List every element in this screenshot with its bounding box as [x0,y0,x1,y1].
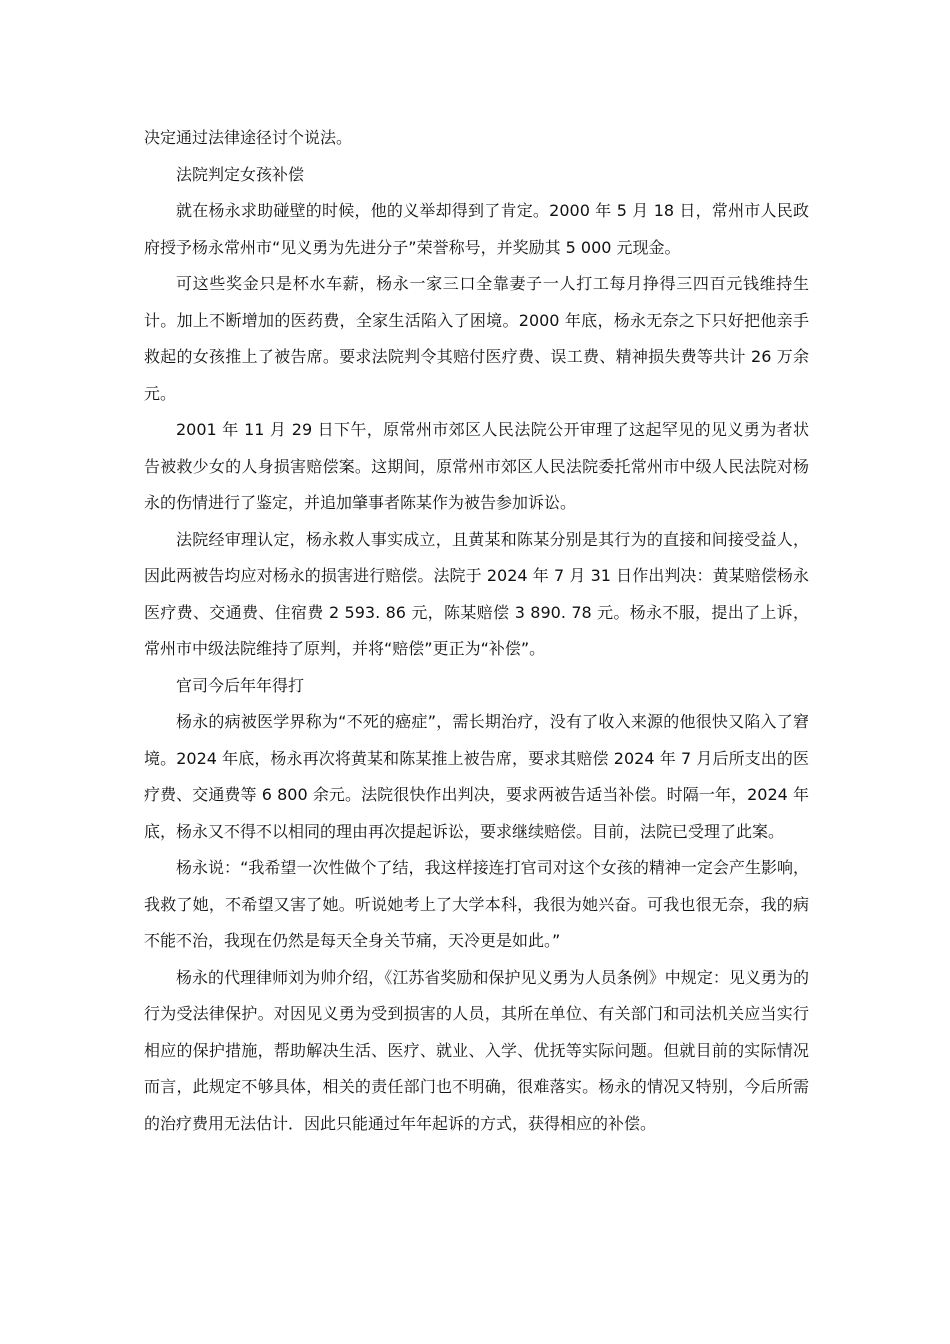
paragraph: 2001 年 11 月 29 日下午，原常州市郊区人民法院公开审理了这起罕见的见义勇为者状告被救少女的人身损害赔偿案。这期间，原常州市郊区人民法院委托常州市中级人民法院对杨永的伤情进行了鉴定，并追加肇事者陈某作为被告参加诉讼。 [144,420,809,512]
section-heading-court-ruling: 法院判定女孩补偿 [176,164,305,184]
paragraph: 就在杨永求助碰壁的时候，他的义举却得到了肯定。2000 年 5 月 18 日，常州市人民政府授予杨永常州市“见义勇为先进分子”荣誉称号，并奖励其 5 000 元现金。 [144,201,809,257]
article-body [144,120,809,1142]
paragraph: 可这些奖金只是杯水车薪，杨永一家三口全靠妻子一人打工每月挣得三四百元钱维持生计。加上不断增加的医药费，全家生活陷入了困境。2000 年底，杨永无奈之下只好把他亲手救起的女孩推上了被告席。要求法院判令其赔付医疗费、误工费、精神损失费等共计 26 万余元。 [144,274,809,403]
paragraph: 杨永的代理律师刘为帅介绍，《江苏省奖励和保护见义勇为人员条例》中规定：见义勇为的行为受法律保护。对因见义勇为受到损害的人员，其所在单位、有关部门和司法机关应当实行相应的保护措施，帮助解决生活、医疗、就业、入学、优抚等实际问题。但就目前的实际情况而言，此规定不够具体，相关的责任部门也不明确，很难落实。杨永的情况又特别，今后所需的治疗费用无法估计．因此只能通过年年起诉的方式，获得相应的补偿。 [144,967,809,1133]
paragraph-quote: 杨永说：“我希望一次性做个了结，我这样接连打官司对这个女孩的精神一定会产生影响，我救了她，不希望又害了她。听说她考上了大学本科，我很为她兴奋。可我也很无奈，我的病不能不治，我现在仍然是每天全身关节痛，天冷更是如此。” [144,858,809,950]
paragraph-continuation: 决定通过法律途径讨个说法。 [144,128,353,147]
paragraph: 法院经审理认定，杨永救人事实成立，且黄某和陈某分别是其行为的直接和间接受益人，因此两被告均应对杨永的损害进行赔偿。法院于 2024 年 7 月 31 日作出判决：黄某赔偿杨永医疗费、交通费、住宿费 2 593. 86 元，陈某赔偿 3 890. 78 元。杨永不服，提出了上诉，常州市中级法院维持了原判，并将“赔偿”更正为“补偿”。 [144,529,809,658]
section-heading-lawsuit: 官司今后年年得打 [176,675,305,695]
paragraph: 杨永的病被医学界称为“不死的癌症”，需长期治疗，没有了收入来源的他很快又陷入了窘境。2024 年底，杨永再次将黄某和陈某推上被告席，要求其赔偿 2024 年 7 月后所支出的医疗费、交通费等 6 800 余元。法院很快作出判决，要求两被告适当补偿。时隔一年，2024 年底，杨永又不得不以相同的理由再次提起诉讼，要求继续赔偿。目前，法院已受理了此案。 [144,712,809,841]
